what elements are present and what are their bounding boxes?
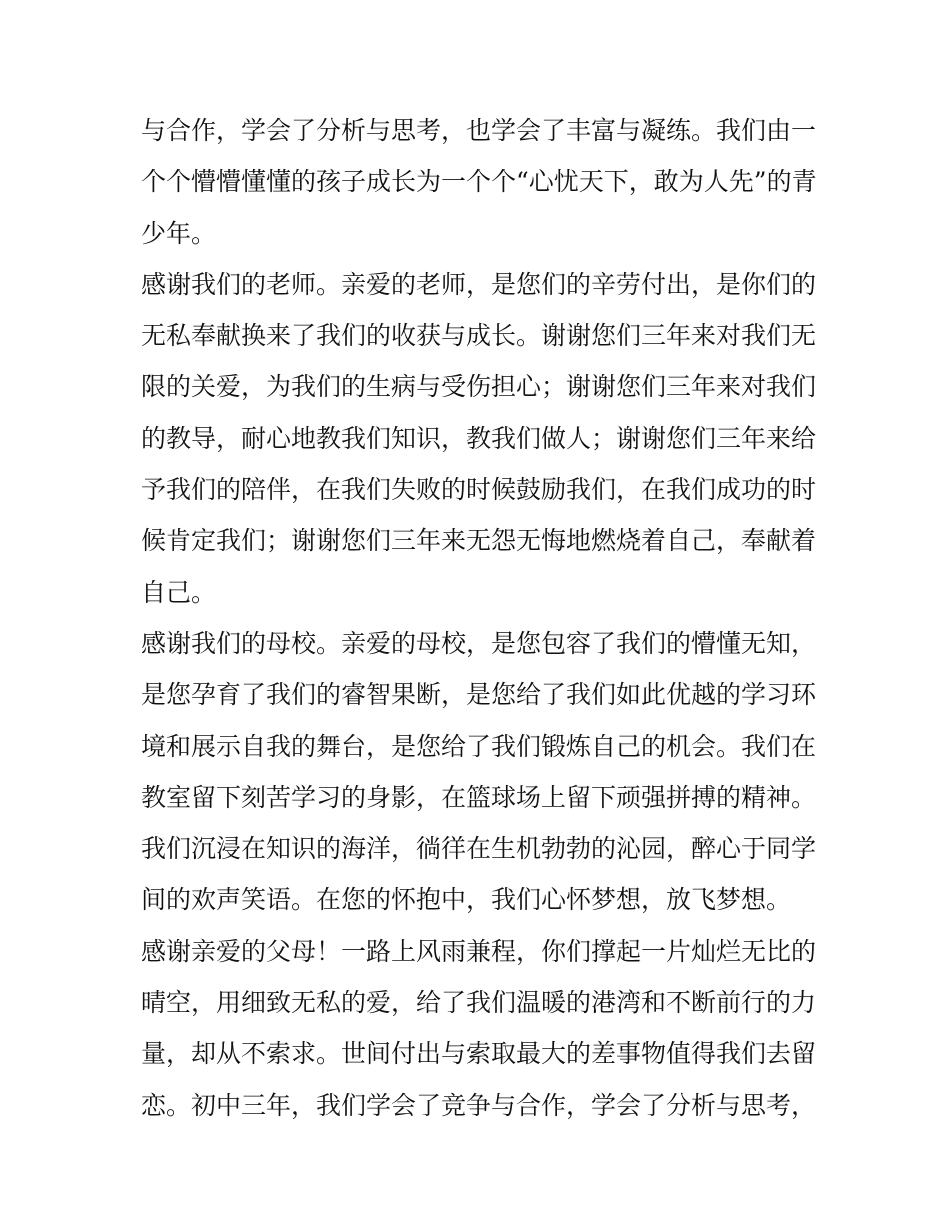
text-line: 晴空，用细致无私的爱，给了我们温暖的港湾和不断前行的力 — [141, 988, 817, 1018]
text-line: 感谢我们的老师。亲爱的老师，是您们的辛劳付出，是你们的 — [141, 269, 817, 299]
text-line: 候肯定我们；谢谢您们三年来无怨无悔地燃烧着自己，奉献着 — [141, 526, 817, 556]
text-line: 教室留下刻苦学习的身影，在篮球场上留下顽强拼搏的精神。 — [141, 782, 817, 812]
text-line: 境和展示自我的舞台，是您给了我们锻炼自己的机会。我们在 — [141, 731, 817, 761]
text-line: 个个懵懵懂懂的孩子成长为一个个“心忧天下，敢为人先”的青 — [141, 167, 817, 197]
text-line: 是您孕育了我们的睿智果断，是您给了我们如此优越的学习环 — [141, 680, 817, 710]
text-line: 我们沉浸在知识的海洋，徜徉在生机勃勃的沁园，醉心于同学 — [141, 834, 817, 864]
text-line: 恋。初中三年，我们学会了竞争与合作，学会了分析与思考， — [141, 1090, 817, 1120]
document-body — [141, 105, 816, 1131]
text-line: 的教导，耐心地教我们知识，教我们做人；谢谢您们三年来给 — [141, 423, 817, 453]
text-line: 限的关爱，为我们的生病与受伤担心；谢谢您们三年来对我们 — [141, 372, 817, 402]
text-line: 间的欢声笑语。在您的怀抱中，我们心怀梦想，放飞梦想。 — [141, 885, 792, 915]
text-line: 感谢我们的母校。亲爱的母校，是您包容了我们的懵懂无知， — [141, 628, 817, 658]
text-line: 感谢亲爱的父母！一路上风雨兼程，你们撑起一片灿烂无比的 — [141, 936, 817, 966]
text-line: 少年。 — [141, 218, 217, 248]
text-line: 无私奉献换来了我们的收获与成长。谢谢您们三年来对我们无 — [141, 321, 817, 351]
text-line: 予我们的陪伴，在我们失败的时候鼓励我们，在我们成功的时 — [141, 475, 817, 505]
text-line: 自己。 — [141, 577, 217, 607]
text-line: 量，却从不索求。世间付出与索取最大的差事物值得我们去留 — [141, 1039, 817, 1069]
text-line: 与合作，学会了分析与思考，也学会了丰富与凝练。我们由一 — [141, 116, 817, 145]
